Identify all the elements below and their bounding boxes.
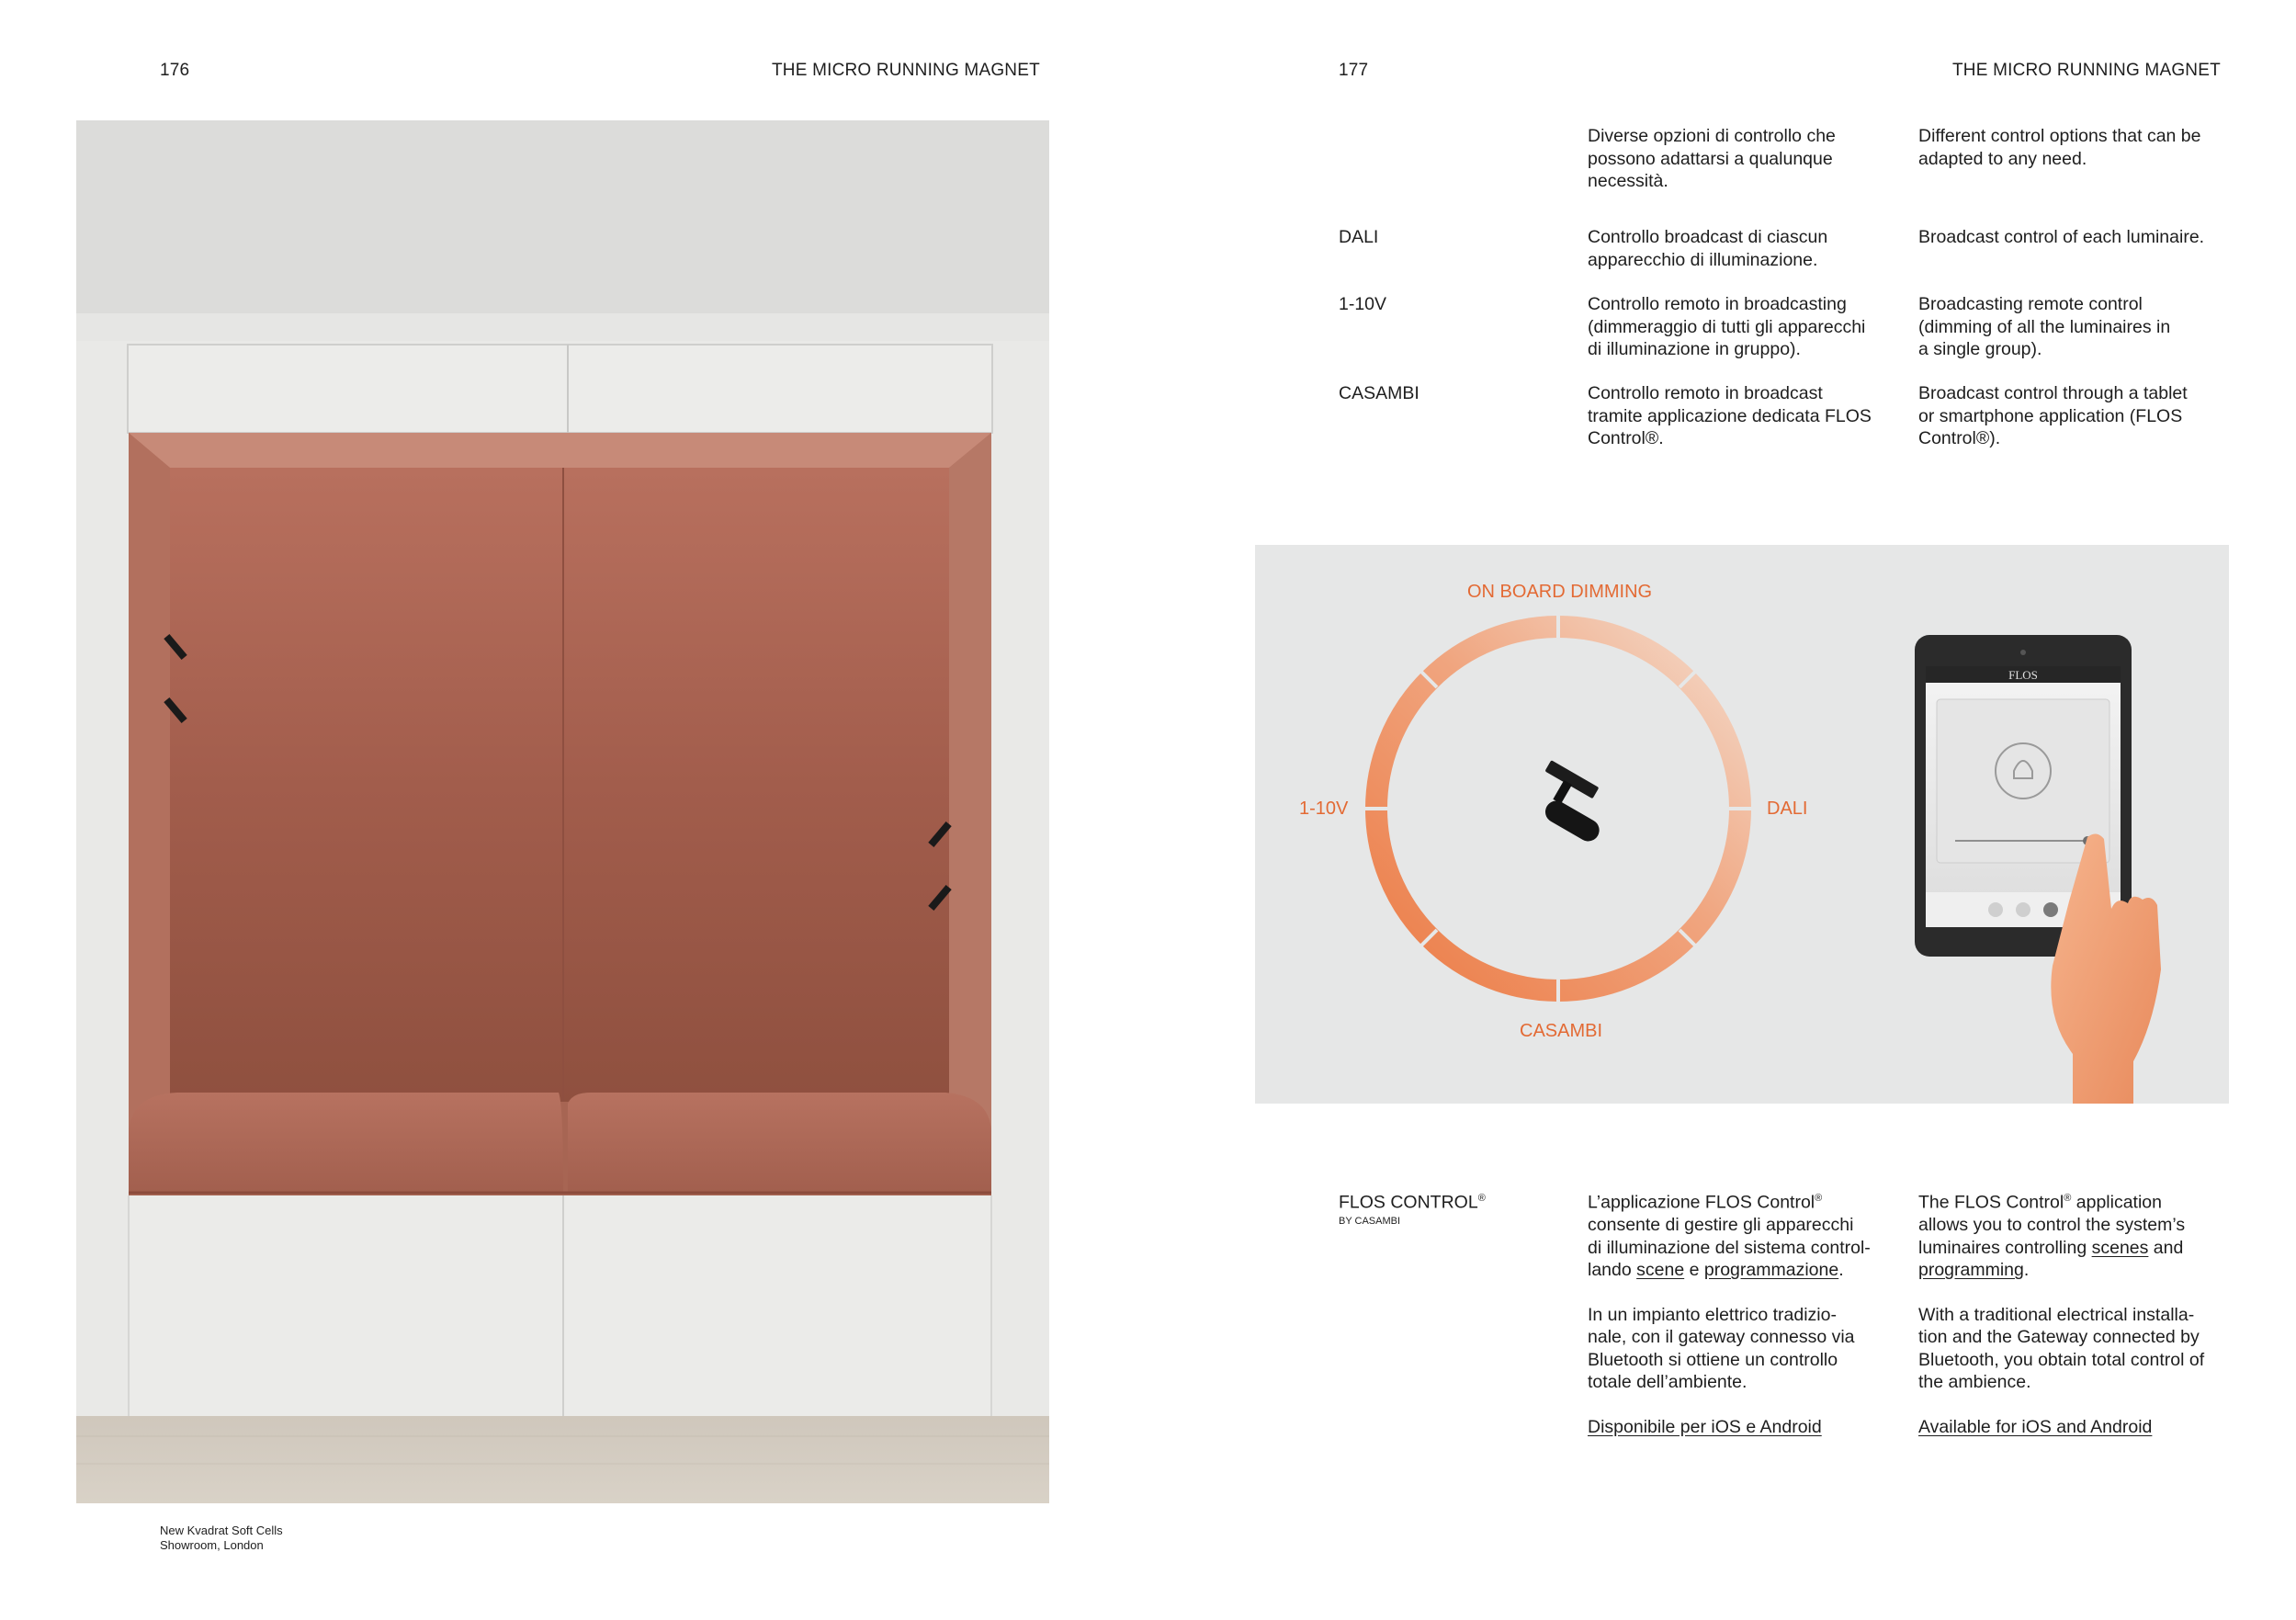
flos-control-title: FLOS CONTROL [1339, 1192, 1478, 1213]
text-fragment: and [2148, 1237, 2184, 1258]
text-line: the ambience. [1918, 1372, 2031, 1392]
text-line [1588, 1259, 1900, 1282]
caption-line: Showroom, London [160, 1538, 264, 1552]
spotlight-product [1542, 760, 1603, 845]
text-line: Broadcasting remote control [1918, 294, 2143, 314]
control-desc-it-casambi [1588, 382, 1872, 450]
text-line: apparecchio di illuminazione. [1588, 249, 1818, 270]
registered-mark: ® [2064, 1193, 2072, 1204]
photo-caption [160, 1524, 283, 1553]
flos-control-english [1918, 1187, 2240, 1438]
control-label-dali: DALI [1339, 227, 1379, 247]
running-header-left: THE MICRO RUNNING MAGNET [772, 61, 1040, 80]
tablet-brand: FLOS [2008, 668, 2038, 682]
text-line: adapted to any need. [1918, 148, 2087, 169]
text-line: a single group). [1918, 339, 2042, 359]
text-line: Control®. [1588, 428, 1664, 448]
link-scenes[interactable]: scenes [2091, 1237, 2149, 1258]
flos-control-subtitle: BY CASAMBI [1339, 1216, 1401, 1227]
control-desc-it-1-10v [1588, 293, 1865, 361]
label-1-10v: 1-10V [1299, 799, 1349, 819]
text-line: With a traditional electrical installa- [1918, 1304, 2195, 1325]
text-fragment: . [1838, 1260, 1844, 1280]
text-fragment: application [2071, 1192, 2162, 1213]
control-desc-en-1-10v [1918, 293, 2170, 361]
intro-english [1918, 125, 2201, 170]
text-line: totale dell’ambiente. [1588, 1372, 1747, 1392]
text-line: Bluetooth si ottiene un controllo [1588, 1349, 1838, 1370]
label-casambi: CASAMBI [1520, 1021, 1603, 1041]
link-disponibile-ios-android[interactable]: Disponibile per iOS e Android [1588, 1416, 1822, 1437]
control-desc-en-dali [1918, 226, 2204, 249]
text-line: (dimmeraggio di tutti gli apparecchi [1588, 316, 1866, 337]
text-line: Controllo broadcast di ciascun [1588, 227, 1828, 247]
running-header-right: THE MICRO RUNNING MAGNET [1952, 61, 2221, 80]
text-fragment: lando [1588, 1260, 1637, 1280]
label-dali: DALI [1767, 799, 1808, 819]
text-line: tion and the Gateway connected by [1918, 1327, 2200, 1347]
registered-mark: ® [1477, 1193, 1486, 1204]
control-desc-en-casambi [1918, 382, 2188, 450]
text-line: (dimming of all the luminaires in [1918, 316, 2171, 337]
registered-mark: ® [1815, 1193, 1823, 1204]
text-line: Control®). [1918, 428, 2001, 448]
text-line: consente di gestire gli apparecchi [1588, 1215, 1854, 1235]
text-line: tramite applicazione dedicata FLOS [1588, 405, 1872, 426]
text-line: Bluetooth, you obtain total control of [1918, 1349, 2205, 1370]
link-available-ios-android[interactable]: Available for iOS and Android [1918, 1416, 2153, 1437]
text-fragment: e [1684, 1260, 1704, 1280]
text-line [1918, 1237, 2240, 1260]
control-label-1-10v: 1-10V [1339, 294, 1387, 314]
showroom-photo [76, 120, 1049, 1503]
text-fragment: L’applicazione FLOS Control [1588, 1192, 1815, 1213]
text-line: di illuminazione del sistema control- [1588, 1237, 1871, 1258]
text-line: Controllo remoto in broadcast [1588, 383, 1823, 403]
intro-italian [1588, 125, 1836, 193]
text-line: necessità. [1588, 171, 1668, 191]
page-number-left: 176 [160, 61, 190, 80]
text-line [1918, 1259, 2240, 1282]
link-programmazione[interactable]: programmazione [1703, 1260, 1839, 1280]
control-options-diagram [1255, 545, 2229, 1104]
text-line: Broadcast control of each luminaire. [1918, 227, 2205, 247]
flos-control-italian [1588, 1187, 1900, 1438]
text-fragment: . [2023, 1260, 2030, 1280]
text-line: di illuminazione in gruppo). [1588, 339, 1801, 359]
flos-control-heading [1339, 1187, 1486, 1229]
text-line: Different control options that can be [1918, 126, 2201, 146]
text-line: Controllo remoto in broadcasting [1588, 294, 1847, 314]
text-line: Broadcast control through a tablet [1918, 383, 2188, 403]
text-line: or smartphone application (FLOS [1918, 405, 2183, 426]
text-fragment: luminaires controlling [1918, 1237, 2092, 1258]
text-line: nale, con il gateway connesso via [1588, 1327, 1855, 1347]
text-fragment: The FLOS Control [1918, 1192, 2064, 1213]
link-scene[interactable]: scene [1636, 1260, 1685, 1280]
text-line: In un impianto elettrico tradizio- [1588, 1304, 1837, 1325]
control-label-casambi: CASAMBI [1339, 383, 1419, 403]
link-programming[interactable]: programming [1918, 1260, 2024, 1280]
page-number-right: 177 [1339, 61, 1369, 80]
text-line: Diverse opzioni di controllo che [1588, 126, 1836, 146]
text-line [1588, 1187, 1900, 1214]
text-line [1918, 1187, 2240, 1214]
text-line: allows you to control the system’s [1918, 1215, 2186, 1235]
text-line: possono adattarsi a qualunque [1588, 148, 1833, 169]
control-desc-it-dali [1588, 226, 1827, 271]
caption-line: New Kvadrat Soft Cells [160, 1524, 283, 1537]
label-on-board-dimming: ON BOARD DIMMING [1467, 582, 1653, 602]
